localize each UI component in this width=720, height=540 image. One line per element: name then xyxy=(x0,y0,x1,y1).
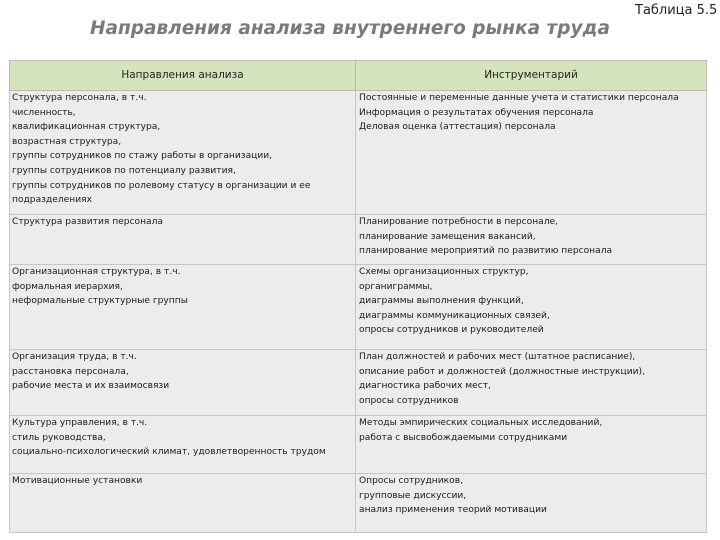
table-row xyxy=(10,265,707,350)
header-tools: Инструментарий xyxy=(356,61,707,91)
tools-cell: Постоянные и переменные данные учета и статистики персонала Информация о результатах обучения персонала Деловая оценка (аттестация) персонала xyxy=(356,91,707,215)
table-row xyxy=(10,474,707,533)
tools-cell: План должностей и рабочих мест (штатное расписание), описание работ и должностей (должностные инструкции), диагностика рабочих мест, опросы сотрудников xyxy=(356,350,707,416)
tools-cell: Опросы сотрудников, групповые дискуссии, анализ применения теорий мотивации xyxy=(356,474,707,533)
header-directions: Направления анализа xyxy=(10,61,356,91)
page-title: Направления анализа внутреннего рынка труда xyxy=(90,18,610,39)
direction-cell: Культура управления, в т.ч. стиль руководства, социально-психологический климат, удовлетворенность трудом xyxy=(10,416,356,474)
table-row xyxy=(10,416,707,474)
table-row xyxy=(10,91,707,215)
direction-cell: Структура развития персонала xyxy=(10,215,356,265)
table-number-label: Таблица 5.5 xyxy=(635,3,718,18)
direction-cell: Мотивационные установки xyxy=(10,474,356,533)
table-row xyxy=(10,215,707,265)
direction-cell: Организация труда, в т.ч. расстановка персонала, рабочие места и их взаимосвязи xyxy=(10,350,356,416)
analysis-table xyxy=(9,60,707,533)
tools-cell: Планирование потребности в персонале, планирование замещения вакансий, планирование мероприятий по развитию персонала xyxy=(356,215,707,265)
table-row xyxy=(10,350,707,416)
tools-cell: Схемы организационных структур, органиграммы, диаграммы выполнения функций, диаграммы коммуникационных связей, опросы сотрудников и руководителей xyxy=(356,265,707,350)
tools-cell: Методы эмпирических социальных исследований, работа с высвобождаемыми сотрудниками xyxy=(356,416,707,474)
direction-cell: Организационная структура, в т.ч. формальная иерархия, неформальные структурные группы xyxy=(10,265,356,350)
table-header-row xyxy=(10,61,707,91)
direction-cell: Структура персонала, в т.ч. численность, квалификационная структура, возрастная структура, группы сотрудников по стажу работы в организации, группы сотрудников по потенциалу развития, группы сотрудников по ролевому статусу в организации и ее подразделениях xyxy=(10,91,356,215)
